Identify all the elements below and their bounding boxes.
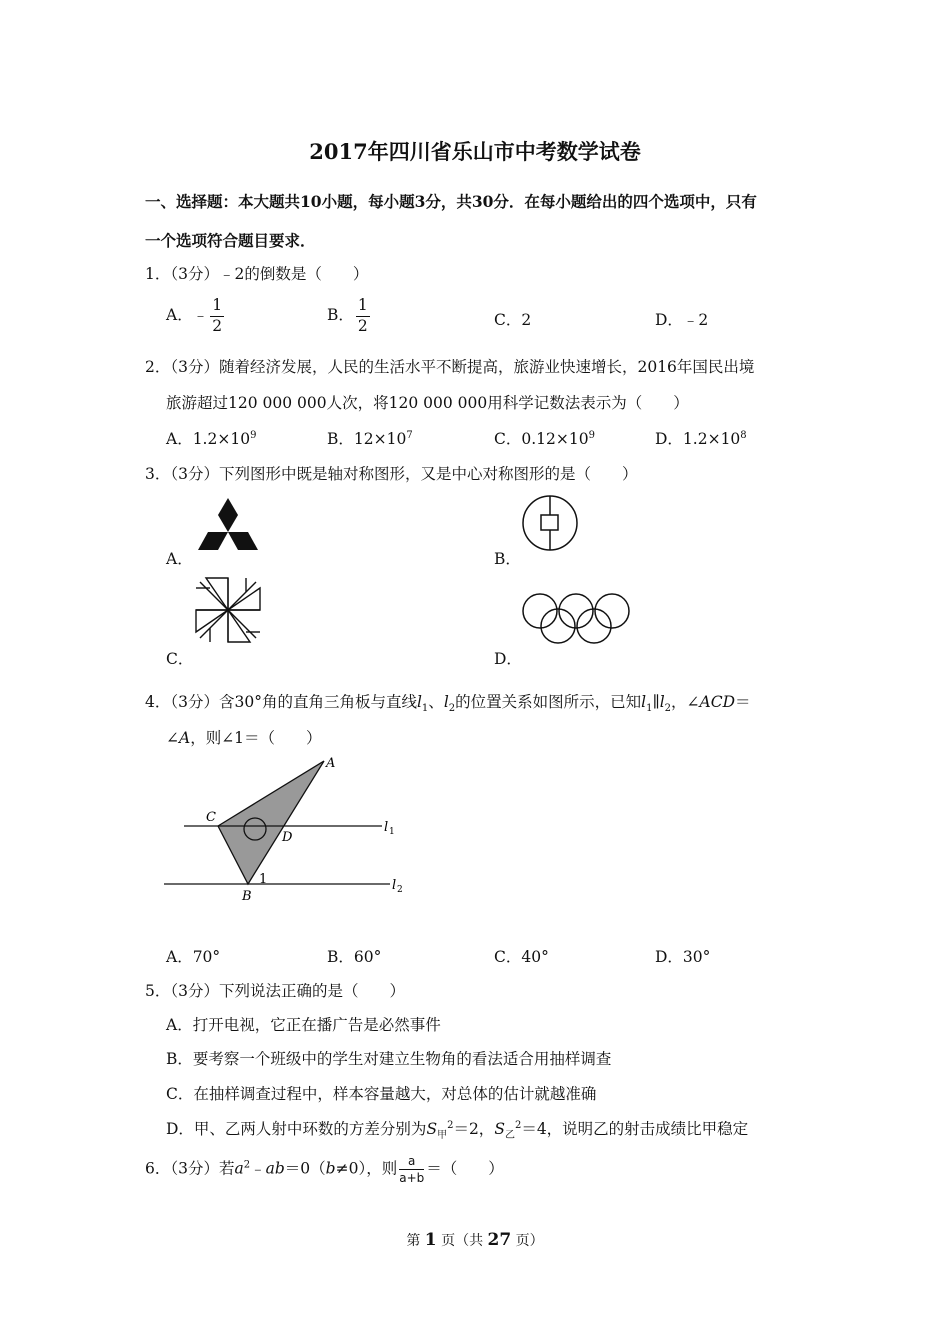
fig-label-l1: l xyxy=(384,820,389,835)
fig-label-angle1: 1 xyxy=(259,872,268,887)
q1-a-label: A． xyxy=(166,306,193,324)
q3-option-a-label: A． xyxy=(166,550,193,568)
q6-eq0: ＝0（ xyxy=(284,1159,326,1178)
q6-stem xyxy=(145,1155,504,1184)
q1-a-fraction xyxy=(210,298,224,334)
q6-neq: ≠0），则 xyxy=(335,1159,398,1178)
q4-l2-letter-b: l xyxy=(659,693,665,711)
q3-option-b-label: B． xyxy=(494,550,521,568)
footer-total-pages: 27 xyxy=(487,1230,512,1250)
q1-a-den: 2 xyxy=(212,316,223,335)
q4-l1-letter-b: l xyxy=(641,693,647,711)
q6-b: b xyxy=(325,1159,336,1178)
q5-option-d xyxy=(166,1117,748,1141)
q2-d-exp: 8 xyxy=(740,429,747,441)
q4-l1-sub: 1 xyxy=(421,703,429,715)
q5-stem: 5．（3分）下列说法正确的是（ ） xyxy=(145,982,405,1000)
q5-option-b: B．要考察一个班级中的学生对建立生物角的看法适合用抽样调查 xyxy=(166,1050,612,1068)
q4-l2-sub: 2 xyxy=(448,703,456,715)
q5-yi-sq: 2 xyxy=(514,1119,522,1131)
q6-ab: ab xyxy=(265,1159,285,1178)
footer-post: 页） xyxy=(511,1233,544,1249)
q4-stem-pre: 4．（3分）含30°角的直角三角板与直线 xyxy=(145,693,417,711)
q1-option-c: C．2 xyxy=(494,311,532,329)
q2-c-text: C．0.12×10 xyxy=(494,430,589,448)
q2-b-exp: 7 xyxy=(406,429,413,441)
q1-option-d: D．﹣2 xyxy=(655,311,709,329)
q3-option-d-label: D． xyxy=(494,650,522,668)
page-title: 2017年四川省乐山市中考数学试卷 xyxy=(309,139,641,164)
q4-stem-rest: ，则∠1＝（ ） xyxy=(190,729,322,747)
olympic-rings-figure xyxy=(520,591,640,647)
q1-b-den: 2 xyxy=(357,316,368,335)
fig-label-l1-sub: 1 xyxy=(389,827,395,837)
q6-post: ＝（ ） xyxy=(426,1159,504,1178)
q3-option-c-label: C． xyxy=(166,650,194,668)
q1-b-fraction xyxy=(356,298,370,334)
triangle-lines-figure xyxy=(160,755,410,905)
q6-frac-den: a+b xyxy=(399,1171,425,1185)
q1-a-sign: ﹣ xyxy=(192,306,209,324)
footer-mid: 页（共 xyxy=(436,1233,488,1249)
q2-option-d xyxy=(655,427,747,449)
q5-eq4: ＝4，说明乙的射击成绩比甲稳定 xyxy=(521,1120,749,1138)
footer-pre: 第 xyxy=(406,1233,425,1249)
q4-stem-line1 xyxy=(145,690,751,714)
q5-yi-sub: 乙 xyxy=(504,1130,515,1142)
q2-option-a xyxy=(166,427,256,449)
q1-b-num: 1 xyxy=(356,298,370,317)
q2-d-text: D．1.2×10 xyxy=(655,430,741,448)
fig-label-a: A xyxy=(326,756,336,771)
q4-comma: ， xyxy=(671,693,687,711)
q2-option-b xyxy=(327,427,413,449)
q2-stem-line1: 2．（3分）随着经济发展，人民的生活水平不断提高，旅游业快速增长，2016年国民出境 xyxy=(145,358,755,376)
q2-c-exp: 9 xyxy=(588,429,595,441)
q2-option-c xyxy=(494,427,595,449)
q4-parallel: ∥ xyxy=(652,693,660,711)
page-footer xyxy=(0,1230,950,1250)
q3-stem: 3．（3分）下列图形中既是轴对称图形，又是中心对称图形的是（ ） xyxy=(145,465,638,483)
section-heading-line1: 一、选择题：本大题共10小题，每小题3分，共30分．在每小题给出的四个选项中，只有 xyxy=(145,192,757,211)
fig-label-d: D xyxy=(282,830,293,845)
q4-eq: ＝ xyxy=(735,693,751,711)
footer-page-number: 1 xyxy=(424,1230,437,1250)
mitsubishi-figure xyxy=(194,496,262,556)
q4-l2-letter: l xyxy=(443,693,449,711)
coin-figure xyxy=(520,494,580,554)
q5-option-c: C．在抽样调查过程中，样本容量越大，对总体的估计就越准确 xyxy=(166,1085,597,1103)
q1-b-label: B． xyxy=(327,306,354,324)
q2-a-text: A．1.2×10 xyxy=(166,430,251,448)
q1-option-a xyxy=(166,298,226,334)
q4-option-a: A．70° xyxy=(166,948,221,966)
q5-s-yi: S xyxy=(494,1120,505,1138)
q6-a: a xyxy=(234,1159,244,1178)
q6-minus: ﹣ xyxy=(250,1159,266,1178)
q5-d-pre: D．甲、乙两人射中环数的方差分别为 xyxy=(166,1120,427,1138)
q5-option-a: A．打开电视，它正在播广告是必然事件 xyxy=(166,1016,441,1034)
q4-stem-mid: 的位置关系如图所示，已知 xyxy=(455,693,642,711)
q2-stem-line2: 旅游超过120 000 000人次，将120 000 000用科学记数法表示为（ ） xyxy=(166,394,689,412)
q2-b-text: B．12×10 xyxy=(327,430,407,448)
q6-pre: 6．（3分）若 xyxy=(145,1159,235,1178)
q4-option-b: B．60° xyxy=(327,948,382,966)
q4-option-c: C．40° xyxy=(494,948,549,966)
q4-l2-sub-b: 2 xyxy=(664,703,672,715)
q4-angle-acd: ∠ACD xyxy=(686,693,736,711)
q1-stem: 1．（3分）﹣2的倒数是（ ） xyxy=(145,265,369,283)
q6-frac-num: a xyxy=(399,1155,424,1170)
q2-a-exp: 9 xyxy=(250,429,257,441)
fig-label-l2: l xyxy=(392,878,397,893)
q4-sep: 、 xyxy=(428,693,444,711)
q5-eq2: ＝2， xyxy=(453,1120,495,1138)
q4-option-d: D．30° xyxy=(655,948,711,966)
q5-jia-sq: 2 xyxy=(447,1119,454,1131)
fig-label-l2-sub: 2 xyxy=(397,885,403,895)
q1-option-b xyxy=(327,298,372,334)
fig-label-c: C xyxy=(206,810,216,825)
q6-sq: 2 xyxy=(243,1159,251,1171)
q4-l1-sub-b: 1 xyxy=(646,703,653,715)
section-heading-line2: 一个选项符合题目要求． xyxy=(145,231,316,250)
q6-fraction xyxy=(399,1155,424,1184)
q5-s-jia: S xyxy=(426,1120,438,1138)
pinwheel-figure xyxy=(194,576,262,644)
q5-jia-sub: 甲 xyxy=(437,1130,448,1142)
fig-label-b: B xyxy=(242,889,252,904)
q1-a-num: 1 xyxy=(210,298,224,317)
q4-stem-line2 xyxy=(166,726,322,748)
q4-angle-a: ∠A xyxy=(166,729,191,747)
q4-l1-letter: l xyxy=(416,693,422,711)
